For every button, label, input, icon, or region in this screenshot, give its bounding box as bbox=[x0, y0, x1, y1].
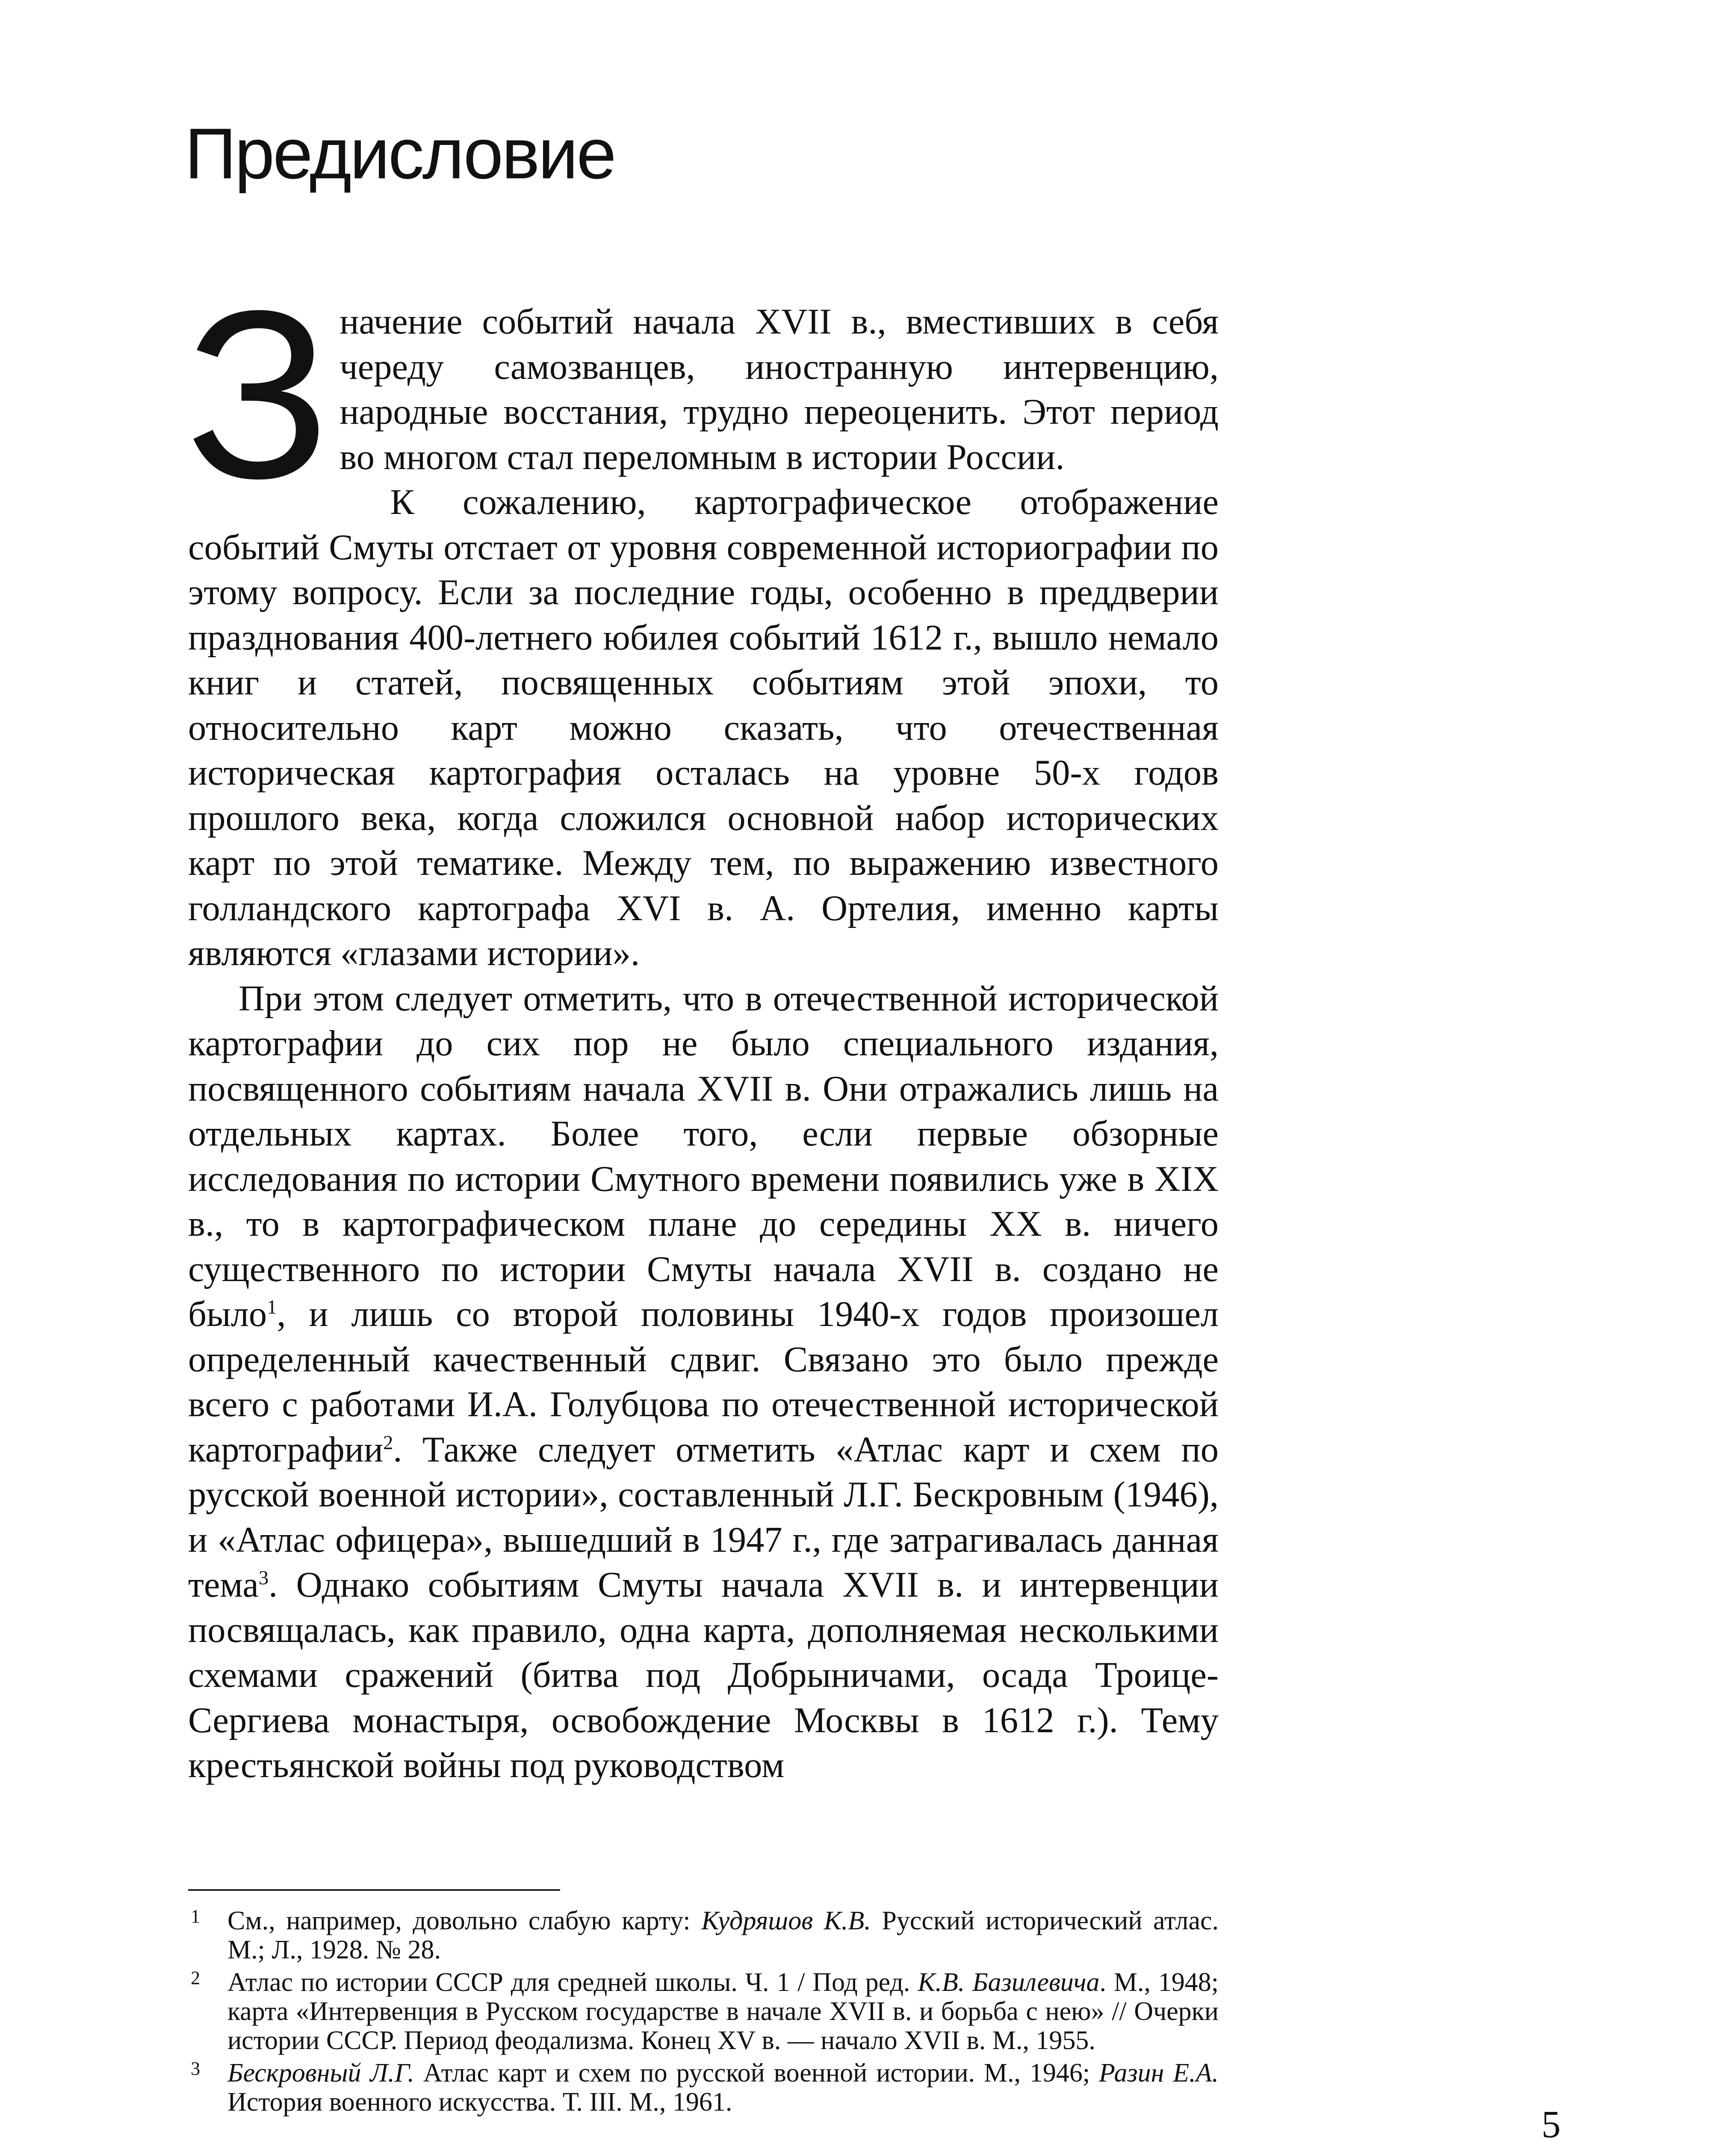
paragraph-3-text-c: . Также следует отметить «Атлас карт и схем по русской военной истории», составленный Л.Г. Бескровным (1946), и «Атлас офицера», вышедший в 1947 г., где затрагивалась данная тема bbox=[188, 1429, 1219, 1605]
paragraph-3-text-b: , и лишь со второй половины 1940-х годов произошел определенный качественный сдвиг. Связано это было прежде всего с работами И.А. Голубцова по отечественной исторической картографии bbox=[188, 1294, 1219, 1470]
footnote-ref-1: 1 bbox=[267, 1296, 277, 1318]
paragraph-3-text-a: При этом следует отметить, что в отечественной исторической картографии до сих пор не было специального издания, посвященного событиям начала XVII в. Они отражались лишь на отдельных картах. Более того, если первые обзорные исследования по истории Смутного времени появились уже в XIX в., то в картографическом плане до середины XX в. ничего существенного по истории Смуты начала XVII в. создано не было bbox=[188, 978, 1219, 1334]
paragraph-3 bbox=[188, 976, 1219, 1788]
paragraph-2: К сожалению, картографическое отображение событий Смуты отстает от уровня современной историографии по этому вопросу. Если за последние годы, особенно в преддверии празднования 400-летнего юбилея событий 1612 г., вышло немало книг и статей, посвященных событиям этой эпохи, то относительно карт можно сказать, что отечественная историческая картография осталась на уровне 50-х годов прошлого века, когда сложился основной набор исторических карт по этой тематике. Между тем, по выражению известного голландского картографа XVI в. А. Ортелия, именно карты являются «глазами истории». bbox=[188, 482, 1219, 973]
footnote-1 bbox=[188, 1906, 1219, 1964]
body-text bbox=[186, 260, 1219, 1788]
footnote-text: История военного искусства. Т. III. М., 1961. bbox=[227, 2088, 732, 2117]
chapter-title: Предисловие bbox=[185, 113, 615, 194]
paragraph-1-text: начение событий начала XVII в., вместивших в себя череду самозванцев, иностранную интервенцию, народные восстания, трудно переоценить. Этот период во многом стал переломным в истории России. bbox=[340, 302, 1219, 477]
footnote-number: 1 bbox=[191, 1906, 200, 1927]
footnote-author: Разин Е.А. bbox=[1098, 2058, 1219, 2088]
page-number: 5 bbox=[1541, 2103, 1561, 2138]
footnote-ref-3: 3 bbox=[258, 1567, 269, 1589]
footnote-author: К.В. Базилевича bbox=[918, 1968, 1100, 1997]
footnote-2 bbox=[188, 1968, 1219, 2055]
paragraph-1 bbox=[186, 260, 1219, 528]
footnote-author: Кудряшов К.В. bbox=[701, 1906, 871, 1935]
footnote-separator bbox=[188, 1889, 560, 1891]
footnote-number: 2 bbox=[191, 1967, 200, 1988]
footnote-text: Атлас карт и схем по русской военной истории. М., 1946; bbox=[414, 2058, 1099, 2088]
footnote-ref-2: 2 bbox=[383, 1432, 393, 1454]
footnote-3 bbox=[188, 2058, 1219, 2117]
footnotes bbox=[188, 1906, 1219, 2120]
footnote-author: Бескровный Л.Г. bbox=[227, 2058, 414, 2088]
paragraph-3-text-d: . Однако событиям Смуты начала XVII в. и интервенции посвящалась, как правило, одна карта, дополняемая несколькими схемами сражений (битва под Добрыничами, осада Троице-Сергиева монастыря, освобождение Москвы в 1612 г.). Тему крестьянской войны под руководством bbox=[188, 1565, 1219, 1785]
drop-cap: З bbox=[186, 260, 331, 528]
footnote-number: 3 bbox=[191, 2058, 200, 2079]
footnote-text: См., например, довольно слабую карту: bbox=[227, 1906, 702, 1935]
footnote-text: Русский исторический атлас. М.; Л., 1928. № 28. bbox=[227, 1906, 1219, 1964]
footnote-text: Атлас по истории СССР для средней школы. Ч. 1 / Под ред. bbox=[227, 1968, 918, 1997]
footnote-text: . М., 1948; карта «Интервенция в Русском государстве в начале XVII в. и борьба с нею» // Очерки истории СССР. Период феодализма. Конец XV в. — начало XVII в. М., 1955. bbox=[227, 1968, 1219, 2055]
